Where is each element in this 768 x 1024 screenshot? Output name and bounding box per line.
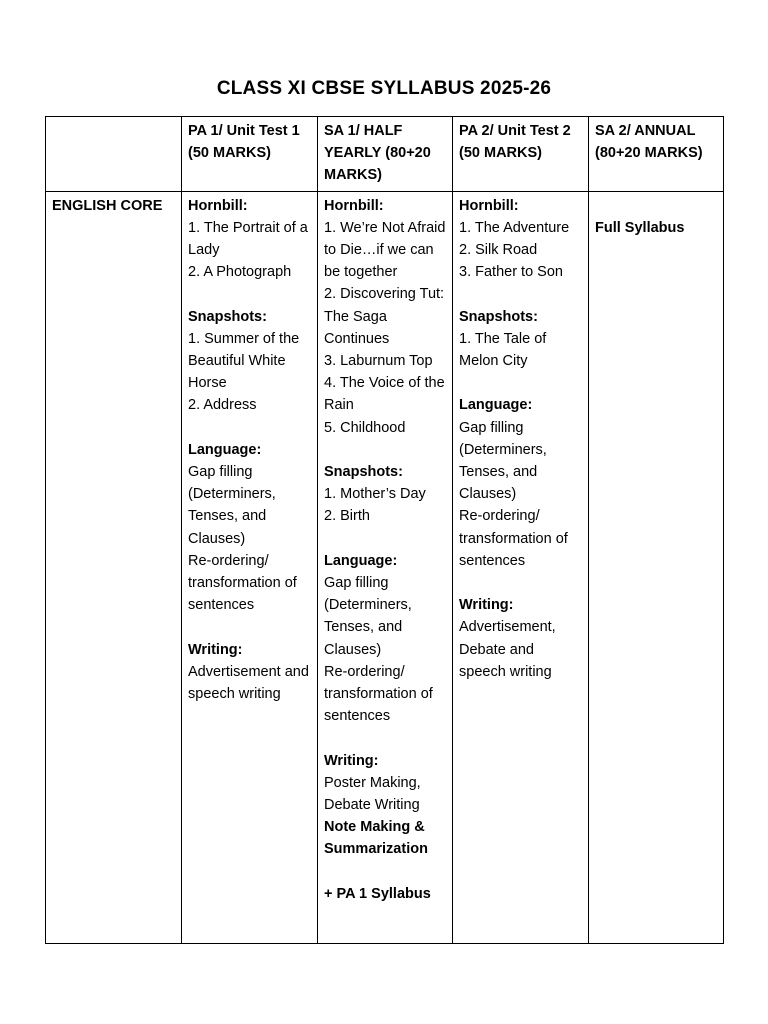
- sa1-hornbill-item: 3. Laburnum Top: [324, 353, 433, 370]
- sa1-snapshots-heading: Snapshots:: [324, 464, 403, 481]
- pa1-cell: [182, 191, 318, 943]
- syllabus-table: [45, 116, 724, 944]
- pa1-writing-heading: Writing:: [188, 641, 243, 658]
- page-title: CLASS XI CBSE SYLLABUS 2025-26: [216, 78, 552, 99]
- pa1-hornbill-item: 2. A Photograph: [188, 264, 292, 281]
- sa1-cell: [318, 191, 453, 943]
- header-cell-sa1: SA 1/ HALF YEARLY (80+20 MARKS): [318, 117, 453, 192]
- sa1-hornbill-item: 5. Childhood: [324, 419, 406, 436]
- pa2-hornbill-item: 2. Silk Road: [459, 242, 538, 259]
- pa2-snapshots-heading: Snapshots:: [459, 308, 538, 325]
- sa1-language-heading: Language:: [324, 552, 398, 569]
- sa1-hornbill-item: 1. We’re Not Afraid to Die…if we can be together: [324, 219, 446, 281]
- pa1-language-item: Re-ordering/ transformation of sentences: [188, 552, 297, 614]
- pa2-hornbill-item: 1. The Adventure: [459, 219, 570, 236]
- sa1-snapshots-item: 2. Birth: [324, 508, 370, 525]
- subject-cell: [46, 191, 182, 943]
- subject-name: ENGLISH CORE: [52, 197, 163, 214]
- pa2-snapshots-item: 1. The Tale of Melon City: [459, 330, 547, 370]
- sa1-hornbill-item: 4. The Voice of the Rain: [324, 375, 445, 414]
- sa1-language-item: Gap filling (Determiners, Tenses, and Clauses): [324, 575, 412, 658]
- sa2-full-syllabus: Full Syllabus: [595, 219, 685, 236]
- pa2-writing-item: Advertisement, Debate and speech writing: [459, 619, 556, 680]
- sa1-hornbill-item: 2. Discovering Tut: The Saga Continues: [324, 286, 445, 347]
- table-header-row: [46, 117, 724, 192]
- pa1-snapshots-item: 1. Summer of the Beautiful White Horse: [188, 330, 300, 392]
- pa2-hornbill-item: 3. Father to Son: [459, 264, 563, 281]
- header-cell-sa2: SA 2/ ANNUAL (80+20 MARKS): [589, 117, 724, 192]
- pa2-language-heading: Language:: [459, 397, 533, 414]
- sa1-plus-syllabus: + PA 1 Syllabus: [324, 885, 431, 902]
- pa1-language-heading: Language:: [188, 441, 262, 458]
- sa1-snapshots-item: 1. Mother’s Day: [324, 486, 426, 503]
- pa2-writing-heading: Writing:: [459, 597, 514, 614]
- sa1-writing-bold-item: Note Making & Summarization: [324, 819, 428, 858]
- pa1-language-item: Gap filling (Determiners, Tenses, and Clauses): [188, 464, 276, 547]
- sa1-writing-heading: Writing:: [324, 752, 379, 769]
- pa1-hornbill-heading: Hornbill:: [188, 197, 248, 214]
- pa1-snapshots-heading: Snapshots:: [188, 308, 267, 325]
- pa1-writing-item: Advertisement and speech writing: [188, 663, 309, 703]
- header-cell-subject: [46, 117, 182, 192]
- sa1-hornbill-heading: Hornbill:: [324, 197, 384, 214]
- pa2-cell: [453, 191, 589, 943]
- sa2-cell: [589, 191, 724, 943]
- sa1-language-item: Re-ordering/ transformation of sentences: [324, 663, 433, 725]
- pa1-hornbill-item: 1. The Portrait of a Lady: [188, 219, 308, 259]
- pa1-snapshots-item: 2. Address: [188, 397, 257, 414]
- pa2-language-item: Re-ordering/ transformation of sentences: [459, 508, 568, 569]
- pa2-hornbill-heading: Hornbill:: [459, 197, 519, 214]
- table-row: [46, 191, 724, 943]
- header-cell-pa1: PA 1/ Unit Test 1 (50 MARKS): [182, 117, 318, 192]
- sa1-writing-item: Poster Making, Debate Writing: [324, 774, 421, 814]
- pa2-language-item: Gap filling (Determiners, Tenses, and Clauses): [459, 419, 547, 503]
- header-cell-pa2: PA 2/ Unit Test 2 (50 MARKS): [453, 117, 589, 192]
